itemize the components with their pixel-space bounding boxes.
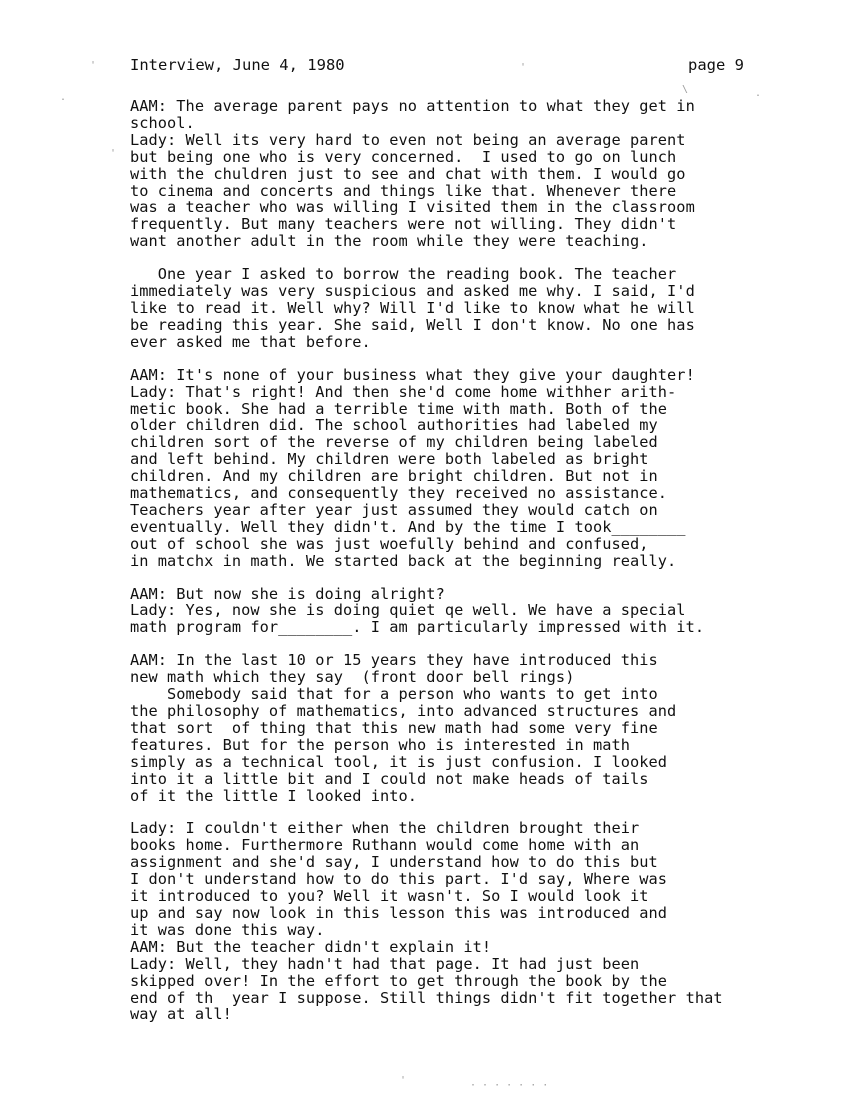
text-line: it was done this way.	[130, 920, 325, 939]
scan-speck: '	[400, 1075, 407, 1086]
text-line: the philosophy of mathematics, into advanced structures and	[130, 702, 677, 720]
text-line: Teachers year after year just assumed they would catch on	[130, 500, 658, 519]
text-line: of it the little I looked into.	[130, 786, 418, 805]
scan-speck: '	[110, 148, 117, 159]
text-line: out of school she was just woefully behind and confused,	[130, 534, 649, 553]
transcript-body	[130, 98, 850, 1039]
text-line: children. And my children are bright children. But not in	[130, 467, 658, 486]
text-line: math program for________. I am particularly impressed with it.	[130, 618, 705, 637]
scan-speck: .	[755, 88, 762, 99]
paragraph-2	[130, 266, 850, 351]
text-line: Lady: Yes, now she is doing quiet qe well. We have a special	[130, 601, 686, 620]
text-line: way at all!	[130, 1005, 232, 1024]
text-line: AAM: The average parent pays no attention to what they get in	[130, 97, 695, 115]
paragraph-6	[130, 820, 850, 1023]
text-line: Lady: That's right! And then she'd come home withher arith-	[130, 382, 677, 401]
text-line: AAM: But the teacher didn't explain it!	[130, 937, 492, 956]
text-line: simply as a technical tool, it is just confusion. I looked	[130, 752, 668, 771]
text-line: Somebody said that for a person who wants to get into	[130, 685, 658, 704]
paragraph-5	[130, 652, 850, 804]
text-line: books home. Furthermore Ruthann would come home with an	[130, 836, 640, 855]
text-line: but being one who is very concerned. I used to go on lunch	[130, 147, 677, 166]
text-line: AAM: But now she is doing alright?	[130, 584, 445, 603]
scan-speck: '	[520, 62, 527, 73]
text-line: was a teacher who was willing I visited them in the classroom	[130, 198, 695, 217]
scan-speck: .	[60, 92, 67, 103]
paragraph-1	[130, 98, 850, 250]
scan-speck: '	[90, 60, 97, 71]
text-line: Lady: Well its very hard to even not being an average parent	[130, 130, 686, 149]
text-line: with the chuldren just to see and chat with them. I would go	[130, 164, 686, 183]
text-line: new math which they say (front door bell rings)	[130, 668, 575, 687]
text-line: children sort of the reverse of my children being labeled	[130, 433, 658, 452]
text-line: features. But for the person who is interested in math	[130, 735, 631, 754]
text-line: older children did. The school authorities had labeled my	[130, 416, 658, 435]
text-line: into it a little bit and I could not make heads of tails	[130, 769, 649, 788]
text-line: to cinema and concerts and things like that. Whenever there	[130, 181, 677, 200]
text-line: be reading this year. She said, Well I don't know. No one has	[130, 315, 695, 334]
text-line: school.	[130, 113, 195, 132]
text-line: want another adult in the room while they were teaching.	[130, 232, 649, 251]
page-number: page 9	[688, 56, 744, 74]
text-line: AAM: It's none of your business what they give your daughter!	[130, 365, 695, 384]
text-line: eventually. Well they didn't. And by the time I took________	[130, 517, 686, 536]
text-line: like to read it. Well why? Will I'd like to know what he will	[130, 298, 695, 317]
text-line: and left behind. My children were both labeled as bright	[130, 450, 649, 469]
paragraph-3	[130, 367, 850, 570]
paragraph-4	[130, 586, 850, 637]
text-line: in matchx in math. We started back at the beginning really.	[130, 551, 677, 570]
scan-speck: · · · · · · ·	[470, 1080, 549, 1091]
text-line: One year I asked to borrow the reading book. The teacher	[130, 265, 677, 284]
text-line: immediately was very suspicious and asked me why. I said, I'd	[130, 282, 695, 301]
text-line: up and say now look in this lesson this was introduced and	[130, 903, 668, 922]
text-line: it introduced to you? Well it wasn't. So I would look it	[130, 887, 649, 906]
text-line: mathematics, and consequently they received no assistance.	[130, 484, 668, 503]
text-line: I don't understand how to do this part. I'd say, Where was	[130, 870, 668, 889]
text-line: AAM: In the last 10 or 15 years they have introduced this	[130, 651, 658, 670]
page-header-title: Interview, June 4, 1980	[130, 56, 345, 74]
text-line: ever asked me that before.	[130, 332, 371, 351]
text-line: end of th year I suppose. Still things didn't fit together that	[130, 988, 723, 1007]
text-line: frequently. But many teachers were not willing. They didn't	[130, 215, 677, 234]
text-line: skipped over! In the effort to get through the book by the	[130, 971, 668, 990]
text-line: metic book. She had a terrible time with math. Both of the	[130, 399, 668, 418]
scan-speck: \	[682, 84, 689, 95]
text-line: Lady: I couldn't either when the children brought their	[130, 819, 640, 838]
text-line: Lady: Well, they hadn't had that page. It had just been	[130, 954, 640, 973]
text-line: assignment and she'd say, I understand how to do this but	[130, 853, 658, 872]
text-line: that sort of thing that this new math had some very fine	[130, 718, 658, 737]
